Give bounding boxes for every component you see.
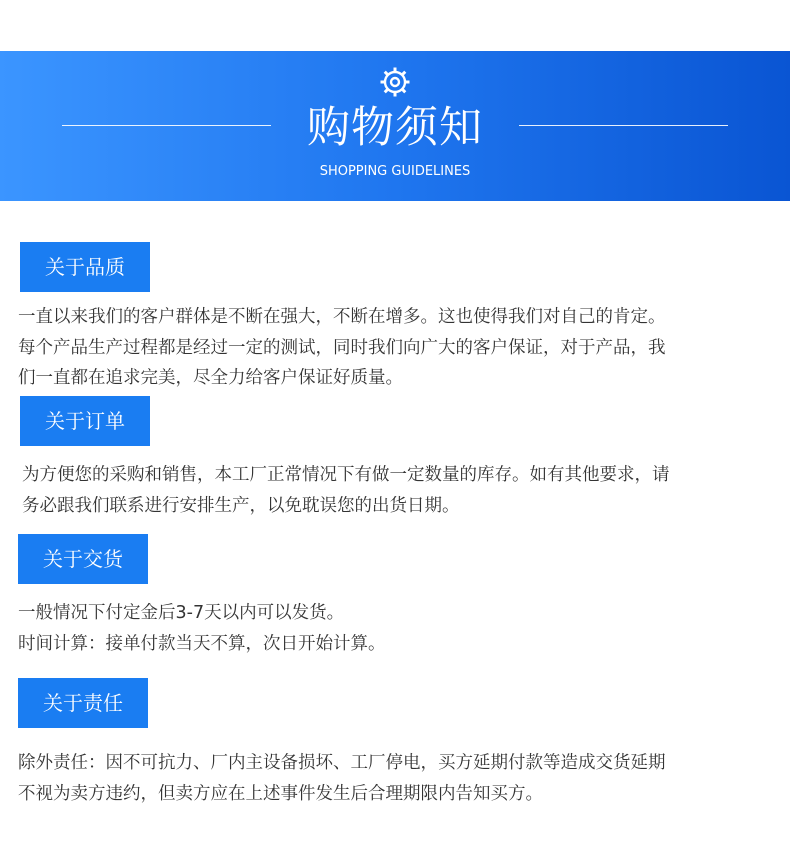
section-body-quality [18, 302, 778, 394]
section-line: 每个产品生产过程都是经过一定的测试，同时我们向广大的客户保证，对于产品，我 [18, 337, 666, 358]
section-heading-liability: 关于责任 [18, 678, 148, 728]
section-body-delivery [18, 598, 778, 659]
page-title: 购物须知 [307, 103, 483, 153]
section-body-liability [18, 748, 778, 809]
header-banner [0, 51, 790, 201]
gear-icon [380, 67, 410, 97]
section-heading-delivery: 关于交货 [18, 534, 148, 584]
section-line: 务必跟我们联系进行安排生产，以免耽误您的出货日期。 [22, 495, 460, 516]
section-heading-order: 关于订单 [20, 396, 150, 446]
section-line: 不视为卖方违约，但卖方应在上述事件发生后合理期限内告知买方。 [18, 783, 543, 804]
section-line: 为方便您的采购和销售，本工厂正常情况下有做一定数量的库存。如有其他要求，请 [22, 465, 670, 485]
section-line: 一直以来我们的客户群体是不断在强大，不断在增多。这也使得我们对自己的肯定。 [18, 307, 666, 327]
section-line: 一般情况下付定金后3-7天以内可以发货。 [18, 603, 345, 623]
section-body-order [22, 460, 782, 521]
section-line: 时间计算：接单付款当天不算，次日开始计算。 [18, 633, 386, 654]
section-line: 除外责任：因不可抗力、厂内主设备损坏、工厂停电，买方延期付款等造成交货延期 [18, 753, 666, 773]
section-line: 们一直都在追求完美，尽全力给客户保证好质量。 [18, 368, 403, 388]
page-subtitle: SHOPPING GUIDELINES [319, 164, 471, 179]
section-heading-quality: 关于品质 [20, 242, 150, 292]
